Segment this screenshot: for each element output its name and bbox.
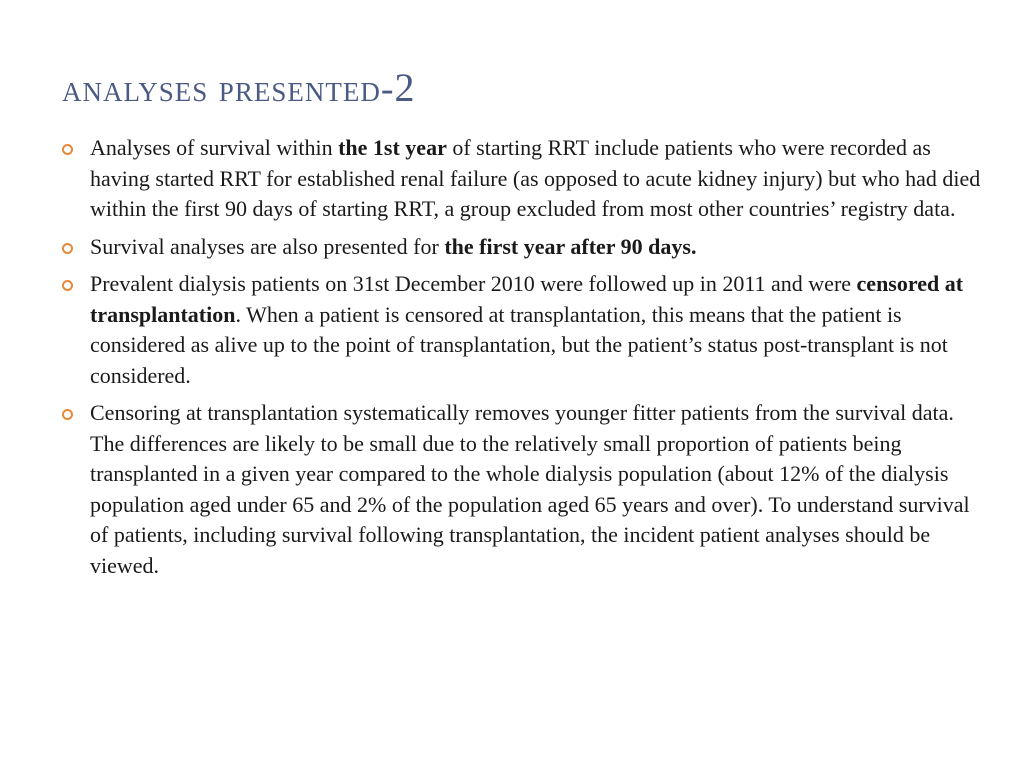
bullet-marker-icon — [62, 280, 73, 291]
bullet-2-emphasis: the first year after 90 days. — [444, 233, 697, 259]
slide-title — [62, 66, 415, 111]
bullet-3-part-3: . When a patient is censored at transplantation, this means that the patient is considered as alive up to the point of transplantation, but the patient’s status post-transplant is not considered. — [90, 301, 948, 388]
bullet-1-part-3: of starting RRT include patients who were recorded as having started RRT for established renal failure (as opposed to acute kidney injury) but who had died within the first 90 days of starting RRT, a group excluded from most other countries’ registry data. — [90, 135, 981, 221]
bullet-marker-icon — [62, 144, 73, 155]
bullet-item-4 — [62, 398, 982, 581]
bullet-4-part-1: Censoring at transplantation systematically removes younger fitter patients from the survival data. The differences are likely to be small due to the relatively small proportion of patients being transplanted in a given year compared to the whole dialysis population (about 12% of the dialysis population aged under 65 and 2% of the population aged 65 years and over). To understand survival of patients, including survival following transplantation, the incident patient analyses should be viewed. — [90, 400, 970, 578]
slide-title-text: analyses presented- — [62, 68, 395, 110]
bullet-item-1 — [62, 133, 982, 225]
bullet-3-emphasis: censored at transplantation — [90, 271, 964, 327]
bullet-item-2 — [62, 232, 982, 263]
bullet-1-emphasis: the 1st year — [338, 135, 447, 160]
bullet-2-part-1: Survival analyses are also presented for — [90, 233, 445, 259]
bullet-text-3 — [90, 271, 963, 388]
bullet-marker-icon — [62, 243, 73, 254]
bullet-text-1 — [90, 135, 980, 221]
bullet-list — [62, 133, 982, 588]
bullet-1-part-1: Analyses of survival within — [90, 135, 339, 160]
bullet-item-3 — [62, 269, 982, 391]
bullet-text-2 — [90, 234, 696, 259]
bullet-text-4 — [90, 400, 970, 578]
bullet-3-part-1: Prevalent dialysis patients on 31st December 2010 were followed up in 2011 and were — [90, 271, 857, 296]
slide-title-number: 2 — [394, 65, 416, 110]
bullet-marker-icon — [62, 409, 73, 420]
